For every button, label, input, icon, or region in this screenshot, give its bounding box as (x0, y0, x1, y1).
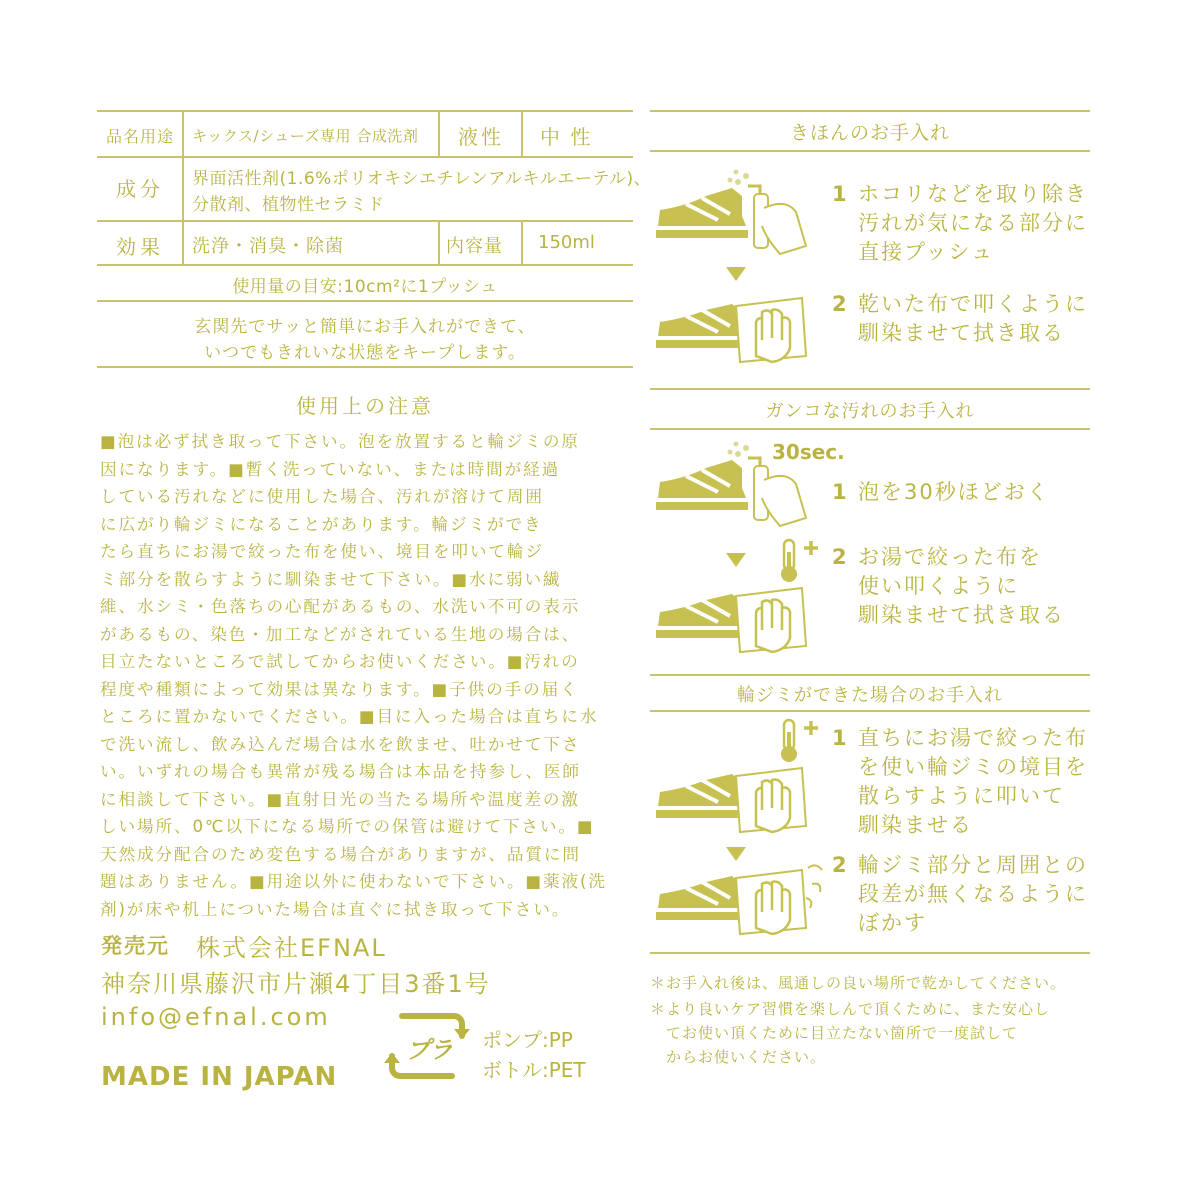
step-number: 2 (832, 292, 849, 316)
cautions-line: しい場所、0℃以下になる場所での保管は避けて下さい。■ (100, 817, 595, 836)
step-number: 1 (832, 182, 849, 206)
sneaker-icon (656, 594, 748, 638)
table-rule (97, 264, 633, 266)
step-number: 1 (832, 480, 849, 504)
cautions-line: ■泡は必ず拭き取って下さい。泡を放置すると輪ジミの原 (100, 432, 580, 451)
spec-volume-value: 150ml (538, 232, 595, 253)
sneaker-icon (656, 460, 748, 510)
table-rule (97, 156, 633, 158)
spec-ingredients-line2: 分散剤、植物性セラミド (192, 195, 385, 215)
sneaker-icon (656, 774, 748, 818)
sneaker-cloth-illustration (656, 290, 816, 370)
step-text: 乾いた布で叩くように (858, 292, 1088, 316)
cautions-line: 因になります。■暫く洗っていない、または時間が経過 (100, 459, 561, 479)
section-rule (650, 710, 1090, 712)
cautions-line: に相談して下さい。■直射日光の当たる場所や温度差の激 (100, 789, 580, 809)
sneaker-cloth-illustration (656, 580, 816, 660)
section-rule (650, 388, 1090, 390)
step-text: ホコリなどを取り除き (858, 182, 1088, 206)
cautions-line: 目立たないところで試してからお使いください。■汚れの (100, 652, 580, 671)
step-text: 直ちにお湯で絞った布 (858, 726, 1088, 750)
step-text: 直接プッシュ (858, 240, 995, 264)
step-number: 2 (832, 545, 849, 569)
cautions-body (100, 428, 640, 923)
cautions-line: ところに置かないでください。■目に入った場合は直ちに水 (100, 707, 599, 726)
step-text: お湯で絞った布を (858, 545, 1042, 569)
sneaker-icon (656, 304, 748, 348)
table-divider (521, 110, 523, 156)
footnote-line: てお使い頂くために目立たない箇所で一度試して (650, 1024, 1019, 1042)
spec-ingredients-line1: 界面活性剤(1.6%ポリオキシエチレンアルキルエーテル)、 (192, 169, 652, 189)
section-rule (650, 110, 1090, 112)
table-rule (97, 110, 633, 112)
made-in: MADE IN JAPAN (101, 1062, 338, 1092)
cautions-line: で洗い流し、飲み込んだ場合は水を飲ませ、吐かせて下さ (100, 734, 581, 754)
spec-name-label: 品名用途 (106, 127, 175, 146)
cautions-line: い。いずれの場合も異常が残る場合は本品を持参し、医師 (100, 762, 581, 781)
spec-volume-label: 内容量 (446, 236, 503, 257)
step-text: 馴染ませて拭き取る (858, 603, 1065, 627)
tough-stain-title: ガンコな汚れのお手入れ (765, 401, 975, 422)
hand-cloth-icon (736, 865, 822, 934)
step-text: 散らすように叩いて (858, 784, 1065, 808)
vendor-email: info@efnal.com (101, 1003, 331, 1031)
spec-tagline-line1: 玄関先でサッと簡単にお手入れができて、 (194, 317, 536, 337)
spec-ph-label: 液性 (458, 125, 504, 149)
sneaker-spray-illustration (656, 168, 816, 258)
footnote-line: からお使いください。 (650, 1048, 827, 1066)
vendor-label: 発売元 (101, 934, 170, 958)
spec-tagline-line2: いつでもきれいな状態をキープします。 (204, 343, 526, 363)
sneaker-icon (656, 876, 748, 920)
step-number: 2 (832, 853, 849, 877)
arrow-down-icon (726, 552, 746, 571)
footnote-line: ＊お手入れ後は、風通しの良い場所で乾かしてください。 (650, 974, 1067, 992)
spec-usage: 使用量の目安:10cm²に1プッシュ (232, 277, 498, 297)
basic-care-title: きほんのお手入れ (789, 122, 950, 144)
step-text: 馴染ませて拭き取る (858, 321, 1065, 345)
vendor-company: 株式会社EFNAL (196, 934, 387, 962)
step-text: 汚れが気になる部分に (858, 211, 1088, 235)
cautions-line: があるもの、染色・加工などがされている生地の場合は、 (100, 624, 581, 644)
cautions-line: に広がり輪ジミになることがあります。輪ジミができ (100, 514, 543, 534)
hand-cloth-icon (736, 768, 806, 832)
step-text: 泡を30秒ほどおく (858, 480, 1050, 504)
arrow-down-icon (726, 266, 746, 285)
step-text: ぼかす (858, 911, 927, 935)
spec-effect-value: 洗浄・消臭・除菌 (192, 236, 344, 257)
sneaker-cloth-illustration (656, 760, 816, 840)
table-rule (97, 220, 633, 222)
table-divider (182, 110, 184, 264)
cautions-line: 程度や種類によって効果は異なります。■子供の手の届く (100, 679, 579, 699)
cautions-line: 維、水シミ・色落ちの心配があるもの、水洗い不可の表示 (100, 597, 581, 616)
recycle-mark-text: プラ (406, 1036, 452, 1064)
step-number: 1 (832, 726, 849, 750)
footnote-line: ＊より良いケア習慣を楽しんで頂くために、また安心し (650, 1000, 1051, 1018)
section-rule (650, 674, 1090, 676)
spec-ingredients-label: 成分 (116, 177, 164, 201)
recycle-bottle: ボトル:PET (482, 1058, 586, 1082)
table-divider (438, 220, 440, 264)
step-text: 馴染ませる (858, 813, 973, 837)
hand-cloth-icon (736, 588, 806, 652)
step-text: 輪ジミ部分と周囲との (858, 853, 1088, 877)
sneaker-spray-illustration (656, 440, 816, 530)
step-text: を使い輪ジミの境目を (858, 755, 1088, 779)
recycle-pump: ポンプ:PP (482, 1028, 573, 1052)
cautions-line: 題はありません。■用途以外に使わないで下さい。■薬液(洗 (100, 872, 607, 891)
cautions-title: 使用上の注意 (296, 394, 434, 418)
table-rule (97, 366, 633, 368)
cautions-line: 剤)が床や机上についた場合は直ぐに拭き取って下さい。 (100, 899, 571, 919)
cautions-line: たら直ちにお湯で絞った布を使い、境目を叩いて輪ジ (100, 542, 544, 561)
step-text: 段差が無くなるように (858, 882, 1088, 906)
cautions-line: ミ部分を散らすように馴染ませて下さい。■水に弱い繊 (100, 569, 562, 589)
section-rule (650, 428, 1090, 430)
step-text: 使い叩くように (858, 574, 1019, 598)
section-rule (650, 952, 1090, 954)
table-divider (438, 110, 440, 156)
hand-cloth-icon (736, 298, 806, 362)
table-rule (97, 300, 633, 302)
cautions-line: している汚れなどに使用した場合、汚れが溶けて周囲 (100, 487, 544, 506)
sneaker-cloth-blur-illustration (656, 858, 826, 942)
table-divider (521, 220, 523, 264)
sneaker-icon (656, 188, 748, 238)
section-rule (650, 150, 1090, 152)
vendor-address: 神奈川県藤沢市片瀬4丁目3番1号 (101, 970, 491, 998)
ring-stain-title: 輪ジミができた場合のお手入れ (737, 685, 1003, 706)
spec-name-value: キックス/シューズ専用 合成洗剤 (192, 127, 419, 145)
spec-ph-value: 中 性 (540, 125, 593, 149)
cautions-line: 天然成分配合のため変色する場合がありますが、品質に問 (100, 844, 581, 864)
timer-label: 30sec. (772, 440, 845, 464)
spec-effect-label: 効果 (116, 235, 164, 259)
